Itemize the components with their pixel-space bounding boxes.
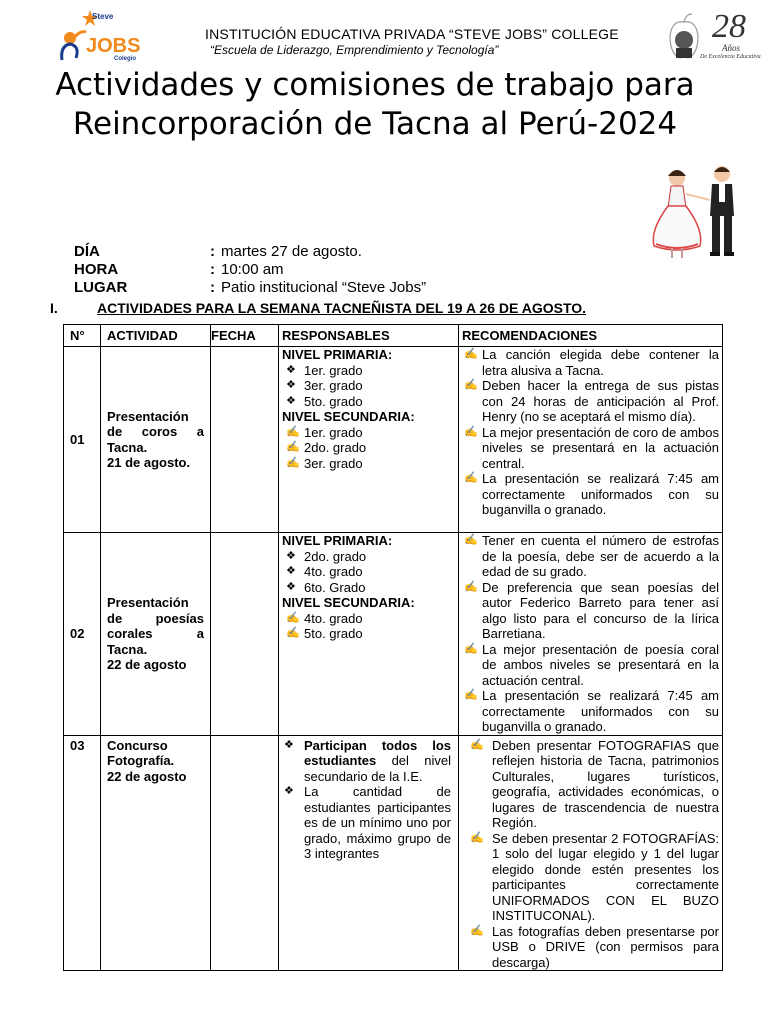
table-row (64, 347, 723, 533)
secondary-level-label: NIVEL SECUNDARIA: (282, 595, 415, 610)
activity-date: 22 de agosto (107, 768, 187, 784)
writing-hand-icon: ✍ (464, 425, 478, 438)
writing-hand-icon: ✍ (464, 534, 478, 546)
info-day: DÍA : martes 27 de agosto. (74, 243, 362, 260)
activity-name: Concurso Fotografía. (107, 737, 175, 768)
table-row (64, 533, 723, 736)
row-number: 02 (64, 533, 101, 736)
primary-level-label: NIVEL PRIMARIA: (282, 533, 393, 548)
row-recommendations (459, 533, 723, 736)
info-day-label: DÍA (74, 243, 100, 260)
title-line-1: Actividades y comisiones de trabajo para (55, 67, 695, 103)
info-place-value: Patio institucional “Steve Jobs” (221, 279, 427, 296)
primary-level-label: NIVEL PRIMARIA: (282, 347, 393, 362)
info-time-value: 10:00 am (221, 261, 284, 278)
row-responsibles (279, 347, 459, 533)
row-date-cell (211, 347, 279, 533)
list-item: ❖ 3er. grado (286, 378, 363, 393)
activity-name: Presentación de poesías corales a Tacna. (107, 595, 204, 657)
list-item: ✍ 1er. grado (286, 424, 363, 440)
activity-date: 22 de agosto (107, 657, 187, 672)
writing-hand-icon: ✍ (286, 425, 300, 438)
diamond-bullet-icon: ❖ (286, 363, 296, 376)
secondary-level-label: NIVEL SECUNDARIA: (282, 409, 415, 424)
info-time: HORA : 10:00 am (74, 261, 284, 278)
portrait-icon (675, 31, 693, 49)
logo-name: Steve (92, 12, 114, 21)
table-header-row (64, 325, 723, 347)
row-responsibles (279, 735, 459, 971)
list-item: ✍ 4to. grado (286, 610, 363, 626)
anniversary-number: 28 (712, 8, 746, 45)
table-row (64, 735, 723, 971)
title-line-2: Reincorporación de Tacna al Perú-2024 (72, 106, 678, 142)
list-item: ❖ 6to. Grado (286, 579, 366, 595)
info-place-label: LUGAR (74, 279, 128, 296)
school-motto: “Escuela de Liderazgo, Emprendimiento y Tecnología” (210, 43, 499, 57)
header-responsibles: RESPONSABLES (279, 325, 459, 347)
dancers-illustration (640, 160, 750, 260)
list-item: ✍ La mejor presentación de poesía coral de ambos niveles se presentará en la actuación central. (464, 641, 719, 688)
diamond-bullet-icon: ❖ (286, 549, 296, 562)
list-item: ❖ 5to. grado (286, 393, 363, 409)
header-activity: ACTIVIDAD (101, 325, 211, 347)
row-number: 01 (64, 347, 101, 533)
activities-table (63, 324, 723, 971)
info-time-label: HORA (74, 261, 119, 278)
anniversary-subtitle: De Excelencia Educativa (700, 54, 761, 60)
writing-hand-icon: ✍ (464, 689, 478, 701)
writing-hand-icon: ✍ (464, 642, 478, 655)
diamond-bullet-icon: ❖ (284, 785, 294, 797)
writing-hand-icon: ✍ (286, 611, 300, 624)
list-item: ✍ Deben hacer la entrega de sus pistas con 24 horas de anticipación al Prof. Henry (no se aceptará el mismo día). (464, 378, 719, 424)
diamond-bullet-icon: ❖ (284, 738, 294, 751)
section-number: I. (50, 300, 58, 316)
list-item: ✍ 3er. grado (286, 455, 363, 471)
writing-hand-icon: ✍ (470, 924, 484, 937)
writing-hand-icon: ✍ (286, 441, 300, 453)
list-item: ✍ La canción elegida debe contener la letra alusiva a Tacna. (464, 347, 719, 378)
writing-hand-icon: ✍ (464, 348, 478, 360)
diamond-bullet-icon: ❖ (286, 394, 296, 407)
list-item: ✍ De preferencia que sean poesías del autor Federico Barreto para tener así algo listo para el concurso de la lírica Barretiana. (464, 579, 719, 641)
writing-hand-icon: ✍ (464, 379, 478, 391)
row-activity (101, 735, 211, 971)
list-item: ❖ 1er. grado (286, 362, 363, 378)
section-title: ACTIVIDADES PARA LA SEMANA TACNEÑISTA DEL 19 A 26 DE AGOSTO. (97, 300, 587, 316)
list-item: ❖ 4to. grado (286, 564, 363, 579)
diamond-bullet-icon: ❖ (286, 379, 296, 391)
row-responsibles (279, 533, 459, 736)
diamond-bullet-icon: ❖ (286, 580, 296, 593)
header-num: N° (64, 325, 101, 347)
list-item: ✍ Deben presentar FOTOGRAFIAS que reflejen historia de Tacna, patrimonios Culturales, lugares turísticos, geografía, actividades económicas, o lugares de trascendencia de nuestra Región. (470, 737, 719, 830)
list-item: ✍ La mejor presentación de coro de ambos niveles se presentará en la actuación central. (464, 424, 719, 471)
page-title (30, 66, 720, 144)
list-item: ✍ Tener en cuenta el número de estrofas de la poesía, debe ser de acuerdo a la edad de su grado. (464, 533, 719, 579)
anniversary-word: Años (722, 43, 740, 53)
writing-hand-icon: ✍ (464, 472, 478, 484)
list-item: ✍ La presentación se realizará 7:45 am correctamente uniformados con su buganvilla o granado. (464, 471, 719, 517)
activity-date: 21 de agosto. (107, 455, 191, 470)
row-date-cell (211, 735, 279, 971)
header-date: FECHA (211, 325, 279, 347)
list-item: ✍ La presentación se realizará 7:45 am correctamente uniformados con su buganvilla o granado. (464, 688, 719, 734)
list-item: ✍ Las fotografías deben presentarse por USB o DRIVE (con permisos para descarga) (470, 923, 719, 970)
writing-hand-icon: ✍ (470, 738, 484, 751)
row-recommendations (459, 735, 723, 971)
writing-hand-icon: ✍ (286, 627, 300, 639)
list-item: ✍ 2do. grado (286, 440, 367, 455)
logo-word: JOBS (86, 35, 141, 57)
info-day-value: martes 27 de agosto. (221, 243, 362, 260)
diamond-bullet-icon: ❖ (286, 565, 296, 577)
writing-hand-icon: ✍ (464, 580, 478, 593)
anniversary-badge (650, 10, 768, 72)
header-recommendations: RECOMENDACIONES (459, 325, 723, 347)
writing-hand-icon: ✍ (470, 831, 484, 844)
row-recommendations (459, 347, 723, 533)
row-activity (101, 347, 211, 533)
row-number: 03 (64, 735, 101, 971)
list-item: ✍ Se deben presentar 2 FOTOGRAFÍAS: 1 solo del lugar elegido y 1 del lugar elegido donde estén presentes los participantes correctamente UNIFORMADOS CON EL BUZO INSTITUCONAL). (470, 830, 719, 923)
row-activity (101, 533, 211, 736)
info-place: LUGAR : Patio institucional “Steve Jobs” (74, 279, 427, 296)
row-date-cell (211, 533, 279, 736)
list-item: ❖ Participan todos los estudiantes del nivel secundario de la I.E. (284, 737, 451, 784)
list-item: ❖ 2do. grado (286, 548, 367, 564)
logo-sub: Colegio (114, 56, 136, 62)
activity-name: Presentación de coros a Tacna. (107, 408, 204, 455)
writing-hand-icon: ✍ (286, 456, 300, 469)
institution-name: INSTITUCIÓN EDUCATIVA PRIVADA “STEVE JOBS” COLLEGE (205, 26, 619, 42)
list-item: ❖ La cantidad de estudiantes participantes es de un mínimo uno por grado, máximo grupo de 3 integrantes (284, 784, 451, 861)
list-item: ✍ 5to. grado (286, 626, 363, 641)
